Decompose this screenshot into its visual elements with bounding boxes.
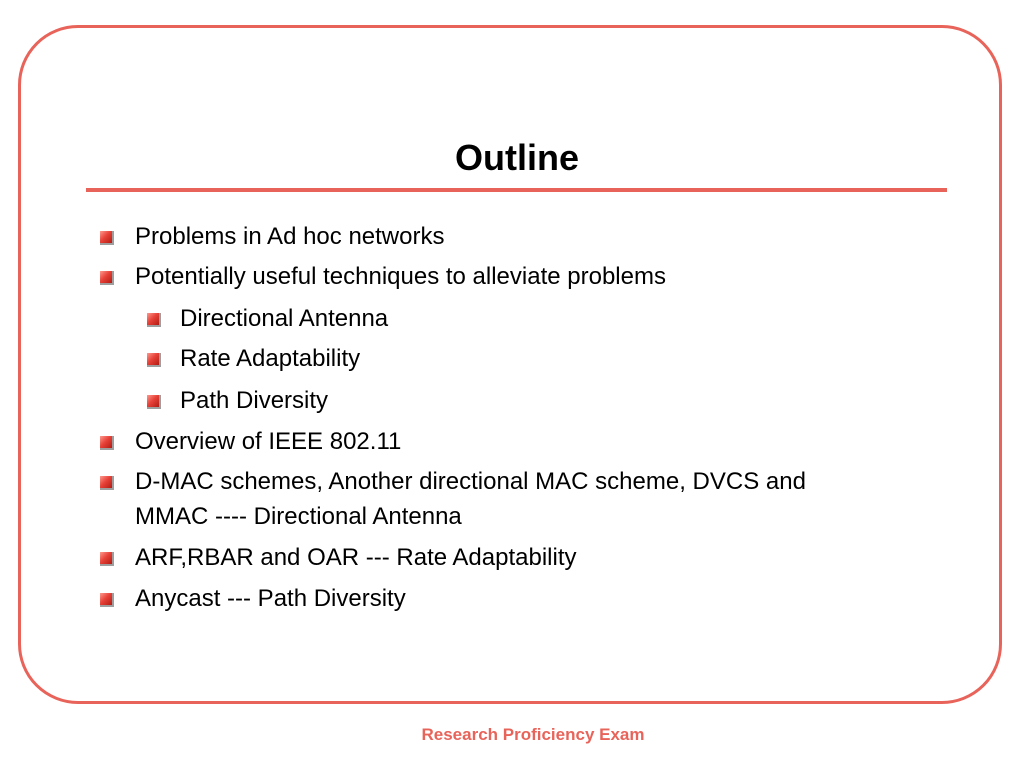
bullet-square-icon (147, 353, 161, 367)
bullet-square-icon (147, 313, 161, 327)
bullet-text: Potentially useful techniques to alleviate problems (135, 263, 666, 290)
bullet-text: Anycast --- Path Diversity (135, 585, 406, 612)
bullet-square-icon (100, 271, 114, 285)
bullet-item (135, 541, 577, 575)
bullet-text: Rate Adaptability (180, 345, 361, 372)
bullet-item (135, 465, 806, 499)
bullet-item (135, 582, 406, 616)
bullet-square-icon (147, 395, 161, 409)
bullet-text: MMAC ---- Directional Antenna (135, 503, 462, 530)
bullet-text: Directional Antenna (180, 305, 389, 332)
sub-bullet-item (180, 342, 360, 376)
title-underline (86, 188, 947, 192)
bullet-square-icon (100, 552, 114, 566)
bullet-text: Overview of IEEE 802.11 (135, 428, 402, 455)
slide-footer: Research Proficiency Exam (421, 725, 645, 744)
sub-bullet-item (180, 302, 388, 336)
bullet-item (135, 425, 401, 459)
bullet-item (135, 260, 666, 294)
sub-bullet-item (180, 384, 328, 418)
slide-title: Outline (455, 137, 579, 178)
bullet-text: D-MAC schemes, Another directional MAC scheme, DVCS and (135, 468, 806, 495)
bullet-continuation (135, 500, 462, 534)
bullet-text: Problems in Ad hoc networks (135, 223, 445, 250)
bullet-square-icon (100, 231, 114, 245)
bullet-square-icon (100, 436, 114, 450)
bullet-item (135, 220, 444, 254)
bullet-square-icon (100, 593, 114, 607)
bullet-square-icon (100, 476, 114, 490)
bullet-text: ARF,RBAR and OAR --- Rate Adaptability (135, 544, 577, 571)
bullet-text: Path Diversity (180, 387, 329, 414)
